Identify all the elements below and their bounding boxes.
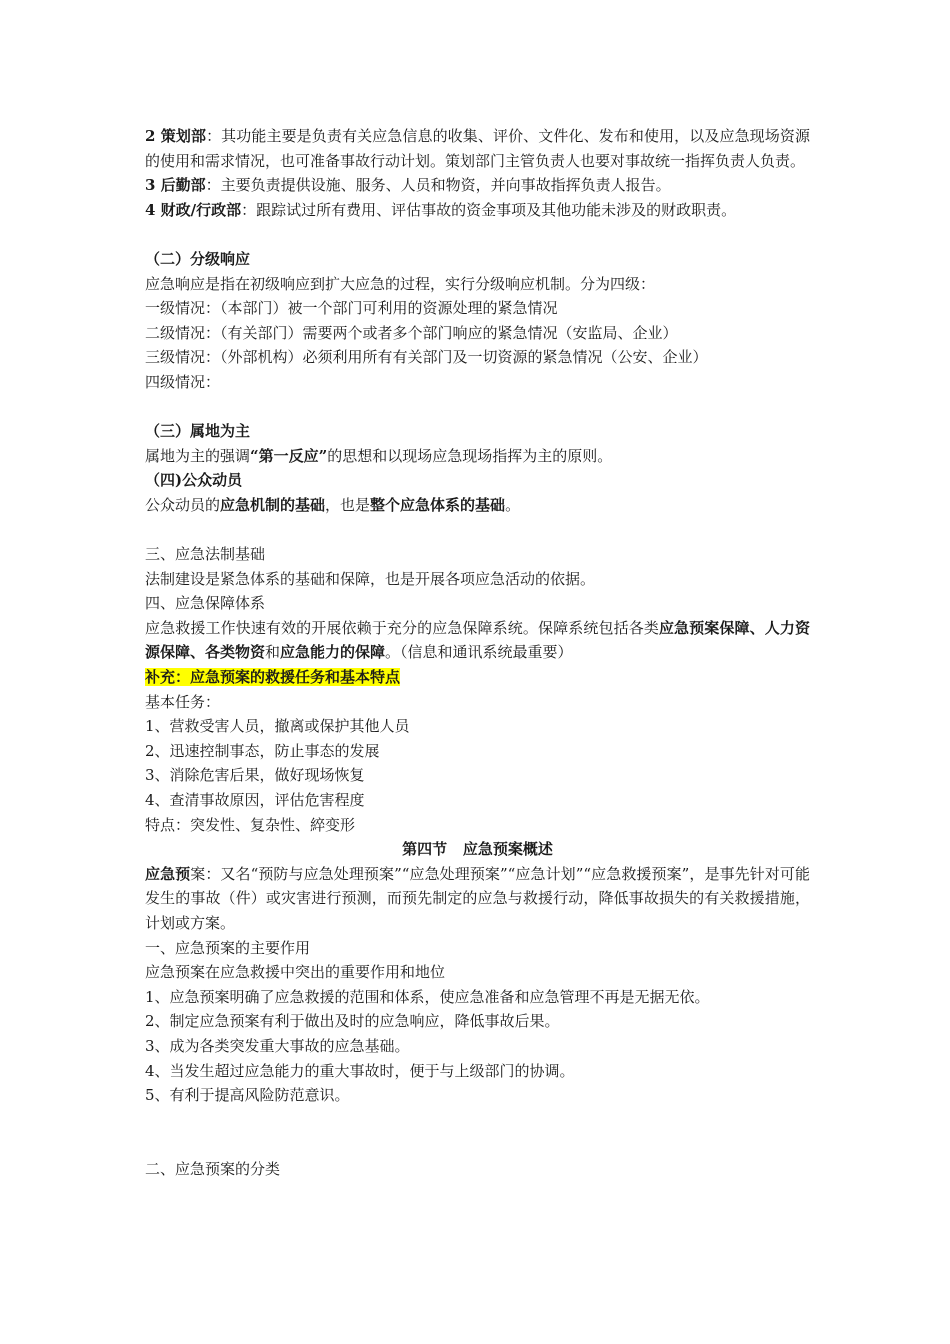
spacer [145, 1108, 810, 1133]
task-item: 2、迅速控制事态，防止事态的发展 [145, 741, 380, 760]
role-item: 3、成为各类突发重大事故的应急基础。 [145, 1036, 410, 1055]
tiered-level: 二级情况：（有关部门）需要两个或者多个部门响应的紧急情况（安监局、企业） [145, 323, 678, 342]
text-run: 。（信息和通讯系统最重要） [385, 643, 573, 662]
tiered-level: 一级情况：（本部门）被一个部门可利用的资源处理的紧急情况 [145, 299, 558, 318]
role-item: 2、制定应急预案有利于做出及时的应急响应，降低事故后果。 [145, 1012, 560, 1031]
role-item: 4、当发生超过应急能力的重大事故时，便于与上级部门的协调。 [145, 1061, 575, 1080]
tasks-label: 基本任务： [145, 692, 221, 711]
features-text: 特点：突发性、复杂性、綷变形 [145, 815, 356, 834]
mobilization-text [145, 493, 810, 518]
section-title: 第四节 应急预案概述 [402, 840, 553, 859]
task-item: 3、消除危害后果，做好现场恢复 [145, 766, 365, 785]
role-lead: 3 后勤部 [145, 176, 206, 195]
role-finance [145, 198, 810, 223]
support-text [145, 616, 810, 665]
role-section-heading: 一、应急预案的主要作用 [145, 938, 311, 957]
supplement-heading [145, 665, 810, 690]
spacer [145, 1132, 810, 1157]
role-planning [145, 124, 810, 173]
classification-heading: 二、应急预案的分类 [145, 1159, 281, 1178]
role-text: ：跟踪试过所有费用、评估事故的资金事项及其他功能未涉及的财政职责。 [241, 200, 737, 219]
highlighted-text: 补充：应急预案的救援任务和基本特点 [145, 668, 401, 687]
text-run-bold: 整个应急体系的基础 [370, 495, 506, 514]
text-run-bold: “第一反应” [250, 446, 328, 465]
text-run: 和 [265, 643, 281, 662]
role-item: 1、应急预案明确了应急救援的范围和体系，使应急准备和应急管理不再是无据无依。 [145, 987, 710, 1006]
spacer [145, 222, 810, 247]
text-run: 。 [505, 495, 521, 514]
role-section-intro: 应急预案在应急救援中突出的重要作用和地位 [145, 963, 446, 982]
text-run: 属地为主的强调 [145, 446, 251, 465]
mobilization-heading: （四)公众动员 [145, 471, 243, 490]
support-heading: 四、应急保障体系 [145, 594, 266, 613]
spacer [145, 395, 810, 420]
role-item: 5、有利于提高风险防范意识。 [145, 1086, 350, 1105]
tiered-intro: 应急响应是指在初级响应到扩大应急的过程，实行分级响应机制。分为四级： [145, 274, 656, 293]
role-lead: 4 财政/行政部 [145, 200, 242, 219]
definition-text [145, 862, 810, 936]
text-run: 公众动员的 [145, 495, 221, 514]
text-run: ，也是 [325, 495, 371, 514]
task-item: 1、营救受害人员，撤离或保护其他人员 [145, 717, 410, 736]
task-item: 4、查清事故原因，评估危害程度 [145, 791, 365, 810]
text-run: 案：又名“预防与应急处理预案”“应急处理预案”“应急计划”“应急救援预案”，是事先针对可能发生的事故（件）或灾害进行预测，而预先制定的应急与救援行动，降低事故损失的有关救援措施，计划或方案。 [145, 864, 810, 932]
territorial-text [145, 444, 810, 469]
document-body [145, 124, 810, 1182]
spacer [145, 518, 810, 543]
tiered-level: 三级情况：（外部机构）必须利用所有有关部门及一切资源的紧急情况（公安、企业） [145, 348, 708, 367]
role-logistics [145, 173, 810, 198]
text-run-bold: 应急能力的保障 [280, 643, 386, 662]
text-run-bold: 应急预 [145, 864, 191, 883]
role-text: ：主要负责提供设施、服务、人员和物资，并向事故指挥负责人报告。 [205, 176, 671, 195]
tiered-level: 四级情况： [145, 372, 221, 391]
legal-heading: 三、应急法制基础 [145, 545, 266, 564]
role-lead: 2 策划部 [145, 127, 207, 145]
territorial-heading: （三）属地为主 [145, 422, 251, 441]
text-run-bold: 应急机制的基础 [220, 495, 326, 514]
text-run-bold: 应急预案保障、人力资源保障、各类物资 [145, 618, 810, 662]
text-run: 应急救援工作快速有效的开展依赖于充分的应急保障系统。保障系统包括各类 [145, 618, 659, 637]
legal-text: 法制建设是紧急体系的基础和保障，也是开展各项应急活动的依据。 [145, 569, 596, 588]
text-run: 的思想和以现场应急现场指挥为主的原则。 [327, 446, 613, 465]
role-text: ：其功能主要是负责有关应急信息的收集、评价、文件化、发布和使用，以及应急现场资源的使用和需求情况，也可准备事故行动计划。策划部门主管负责人也要对事故统一指挥负责人负责。 [145, 127, 810, 170]
tiered-heading: （二）分级响应 [145, 249, 251, 268]
